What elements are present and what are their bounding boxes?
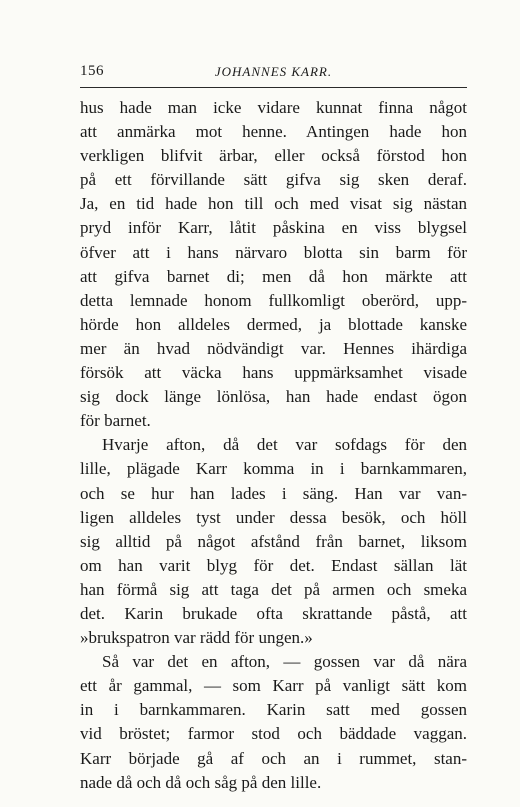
text-line: att gifva barnet di; men då hon märkte att: [80, 266, 467, 286]
text-line: att anmärka mot henne. Antingen hade hon: [80, 122, 467, 142]
text-line: sig alltid på något afstånd från barnet, liksom: [80, 531, 467, 551]
text-line: på ett förvillande sätt gifva sig sken deraf.: [80, 170, 467, 190]
text-line: för barnet.: [80, 411, 151, 431]
text-line: lille, plägade Karr komma in i barnkammaren,: [80, 459, 467, 479]
text-line: pryd inför Karr, låtit påskina en viss blygsel: [80, 218, 467, 238]
text-line: öfver att i hans närvaro blotta sin barm för: [80, 242, 467, 262]
text-line: han förmå sig att taga det på armen och smeka: [80, 579, 467, 599]
text-line: vid bröstet; farmor stod och bäddade vaggan.: [80, 724, 467, 744]
text-line: Ja, en tid hade hon till och med visat sig nästan: [80, 194, 467, 214]
page-number: 156: [80, 63, 104, 79]
text-line: det. Karin brukade ofta skrattande påstå, att: [80, 603, 467, 623]
body-text: [80, 96, 467, 795]
text-line: Karr började gå af och an i rummet, stan-: [80, 748, 467, 768]
text-line: hörde hon alldeles dermed, ja blottade kanske: [80, 314, 467, 334]
page-header: [80, 63, 467, 88]
text-line: försök att väcka hans uppmärksamhet visade: [80, 363, 467, 383]
text-line: Hvarje afton, då det var sofdags för den: [102, 435, 467, 455]
text-line: mer än hvad nödvändigt var. Hennes ihärdiga: [80, 338, 467, 358]
text-line: nade då och då och såg på den lille.: [80, 772, 322, 792]
text-line: »brukspatron var rädd för ungen.»: [80, 628, 313, 648]
text-line: ett år gammal, — som Karr på vanligt sätt kom: [80, 676, 467, 696]
text-line: om han varit blyg för det. Endast sällan lät: [80, 555, 467, 575]
text-line: verkligen blifvit ärbar, eller också förstod hon: [80, 146, 467, 166]
text-line: Så var det en afton, — gossen var då nära: [102, 652, 467, 672]
text-line: hus hade man icke vidare kunnat finna något: [80, 98, 467, 117]
text-line: in i barnkammaren. Karin satt med gossen: [80, 700, 467, 720]
text-line: ligen alldeles tyst under dessa besök, och höll: [80, 507, 467, 527]
text-line: sig dock länge lönlösa, han hade endast ögon: [80, 387, 467, 407]
text-line: detta lemnade honom fullkomligt oberörd, upp-: [80, 290, 467, 310]
text-line: och se hur han lades i säng. Han var van-: [80, 483, 467, 503]
running-title: JOHANNES KARR.: [214, 64, 333, 79]
